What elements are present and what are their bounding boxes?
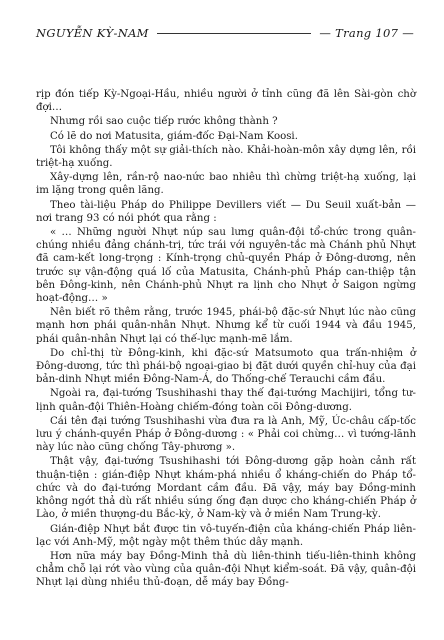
paragraph: Cái tên đại tướng Tsushihashi vừa đưa ra là Anh, Mỹ, Úc-châu cấp-tốc lưu ý chánh-quyền Pháp ở Đông-dương : « Phải coi chừng… vì tướng-lãnh này lúc nào cũng chống Tây-phương ».: [36, 415, 416, 454]
paragraph: Gián-điệp Nhựt bắt được tin vô-tuyến-điện của kháng-chiến Pháp liên-lạc với Anh-Mỹ, một ngày một thêm thúc dây mạnh.: [36, 523, 416, 548]
paragraph: Hơn nữa máy bay Đồng-Minh thả dù liên-thinh tiếu-liên-thinh không chẳm chỗ lại rớt vào vùng của quân-đội Nhựt kiểm-soát. Đã vậy, quân-đội Nhựt lại dùng nhiều thủ-đoạn, dễ máy bay Đồng-: [36, 550, 416, 589]
paragraph: Thật vậy, đại-tướng Tsushihashi tới Đông-dương gặp hoàn cảnh rất thuận-tiện : gián-điệp Nhựt khám-phá nhiều ổ kháng-chiến do Pháp tổ-chức và do đại-tướng Mordant cầm đầu. Đã vậy, máy bay Đồng-minh không ngớt thả dù rất nhiều súng ống đạn dược cho kháng-chiến Pháp ở Lào, ở miền thượng-du Bắc-kỳ, ở Nam-kỳ và ở miền Nam Trung-kỳ.: [36, 456, 416, 521]
header-page-number: — Trang 107 —: [319, 26, 414, 40]
header-rule: [157, 33, 312, 34]
paragraph: Nhưng rồi sao cuộc tiếp rước không thành ?: [50, 116, 278, 128]
paragraph: Có lẽ do nơi Matusita, giám-đốc Đại-Nam Koosi.: [50, 130, 298, 142]
paragraph: Tôi không thấy một sự giải-thích nào. Khải-hoàn-môn xây dựng lên, rồi triệt-hạ xuống.: [36, 144, 416, 170]
paragraph: Nên biết rõ thêm rằng, trước 1945, phái-bộ đặc-sứ Nhựt lúc nào cũng mạnh hơn phái quân-nhân Nhựt. Nhưng kể từ cuối 1944 và đầu 1945, phái quân-nhân Nhựt lại có thế-lực mạnh-mẽ lắm.: [36, 307, 416, 345]
header-author: NGUYỄN KỲ-NAM: [36, 26, 149, 40]
paragraph: Do chỉ-thị từ Đông-kinh, khi đặc-sứ Matsumoto qua trấn-nhiệm ở Đông-dương, tức thì phái-bộ ngoại-giao bị đặt dưới quyền chỉ-huy của đại bản-dinh Nhựt miền Đông-Nam-Á, do Thống-chế Terauchi cầm đầu.: [36, 347, 416, 386]
paragraph: Xây-dựng lên, rần-rộ nao-nức bao nhiêu thì chừng triệt-hạ xuống, lại im lặng trong quên lãng.: [36, 172, 416, 197]
paragraph: rịp đón tiếp Kỳ-Ngoại-Hầu, nhiều người ở tỉnh cũng đã lên Sài-gòn chờ đợi…: [36, 89, 416, 114]
page-body: [36, 88, 416, 634]
quoted-paragraph: « … Những người Nhựt núp sau lưng quân-đội tổ-chức trong quân-chúng nhiều đảng chánh-trị, tức trái với nguyên-tắc mà Chánh phủ Nhựt đã cam-kết long-trọng : Kính-trọng chủ-quyền Pháp ở Đông-dương, nên trước sự vận-động quá lố của Matusita, Chánh-phủ Pháp can-thiệp tận bên Đông-kinh, nên Chánh-phủ Nhựt ra lịnh cho Nhựt ở Saigon ngừng hoạt-động… »: [36, 227, 416, 305]
paragraph: Ngoài ra, đại-tướng Tsushihashi thay thế đại-tướng Machijiri, tổng tư-lịnh quân-đội Thiên-Hoàng chiếm-đóng toàn cõi Đông-dương.: [36, 388, 416, 413]
paragraph: Theo tài-liệu Pháp do Philippe Devillers viết — Du Seuil xuất-bản — nơi trang 93 có nói phớt qua rằng :: [36, 199, 416, 224]
running-header: [36, 24, 414, 42]
